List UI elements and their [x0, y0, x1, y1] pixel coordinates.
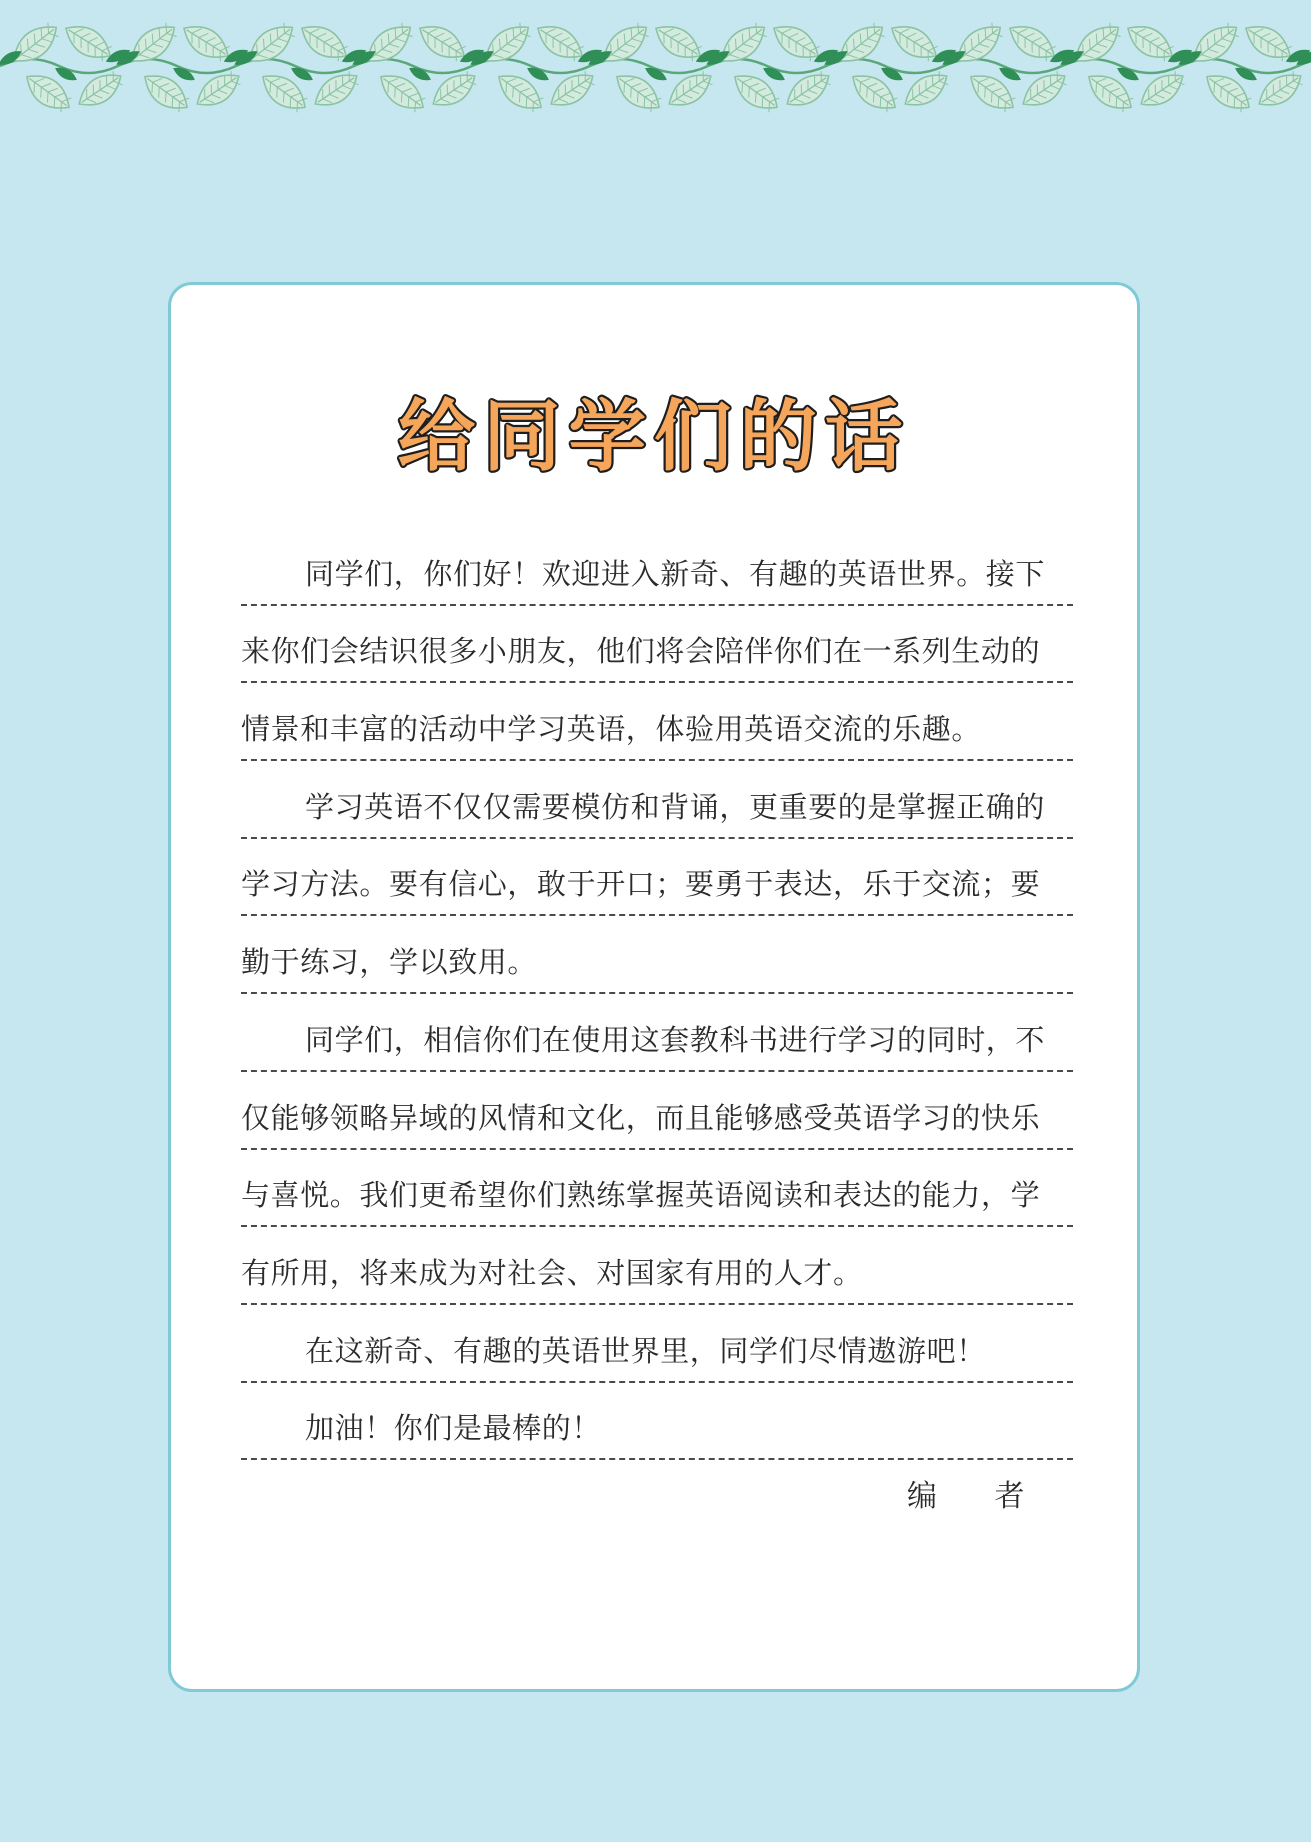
page-title-text: 给同学们的话	[397, 391, 911, 482]
letter-line	[241, 1150, 1073, 1228]
letter-line	[241, 761, 1073, 839]
leaf-vine-border	[0, 0, 1311, 130]
letter-line	[241, 528, 1073, 606]
letter-line-text: 与喜悦。我们更希望你们熟练掌握英语阅读和表达的能力，学	[241, 1178, 1041, 1213]
letter-line	[241, 1072, 1073, 1150]
letter-line	[241, 1227, 1073, 1305]
letter-line-text: 同学们，你们好！欢迎进入新奇、有趣的英语世界。接下	[305, 556, 1046, 591]
leaf-pattern-icon	[0, 0, 1311, 130]
letter-line-text: 加油！你们是最棒的！	[305, 1411, 602, 1446]
letter-line-text: 学习英语不仅仅需要模仿和背诵，更重要的是掌握正确的	[305, 789, 1046, 824]
letter-line-text: 同学们，相信你们在使用这套教科书进行学习的同时，不	[305, 1022, 1046, 1057]
letter-line-text: 勤于练习，学以致用。	[241, 945, 538, 980]
letter-line	[241, 683, 1073, 761]
letter-line-text: 学习方法。要有信心，敢于开口；要勇于表达，乐于交流；要	[241, 867, 1041, 902]
letter-line-text: 在这新奇、有趣的英语世界里，同学们尽情遨游吧！	[305, 1333, 986, 1368]
letter-line-text: 仅能够领略异域的风情和文化，而且能够感受英语学习的快乐	[241, 1100, 1041, 1135]
letter-line-text: 有所用，将来成为对社会、对国家有用的人才。	[241, 1255, 863, 1290]
letter-line	[241, 916, 1073, 994]
letter-line-text: 来你们会结识很多小朋友，他们将会陪伴你们在一系列生动的	[241, 634, 1041, 669]
letter-line	[241, 1305, 1073, 1383]
page-title	[171, 375, 1137, 495]
letter-line	[241, 839, 1073, 917]
letter-line	[241, 606, 1073, 684]
letter-card	[168, 282, 1140, 1692]
letter-body	[241, 528, 1073, 1460]
signature: 编 者	[907, 1479, 1049, 1514]
letter-line-text: 情景和丰富的活动中学习英语，体验用英语交流的乐趣。	[241, 712, 982, 747]
letter-line	[241, 1383, 1073, 1461]
letter-line	[241, 994, 1073, 1072]
